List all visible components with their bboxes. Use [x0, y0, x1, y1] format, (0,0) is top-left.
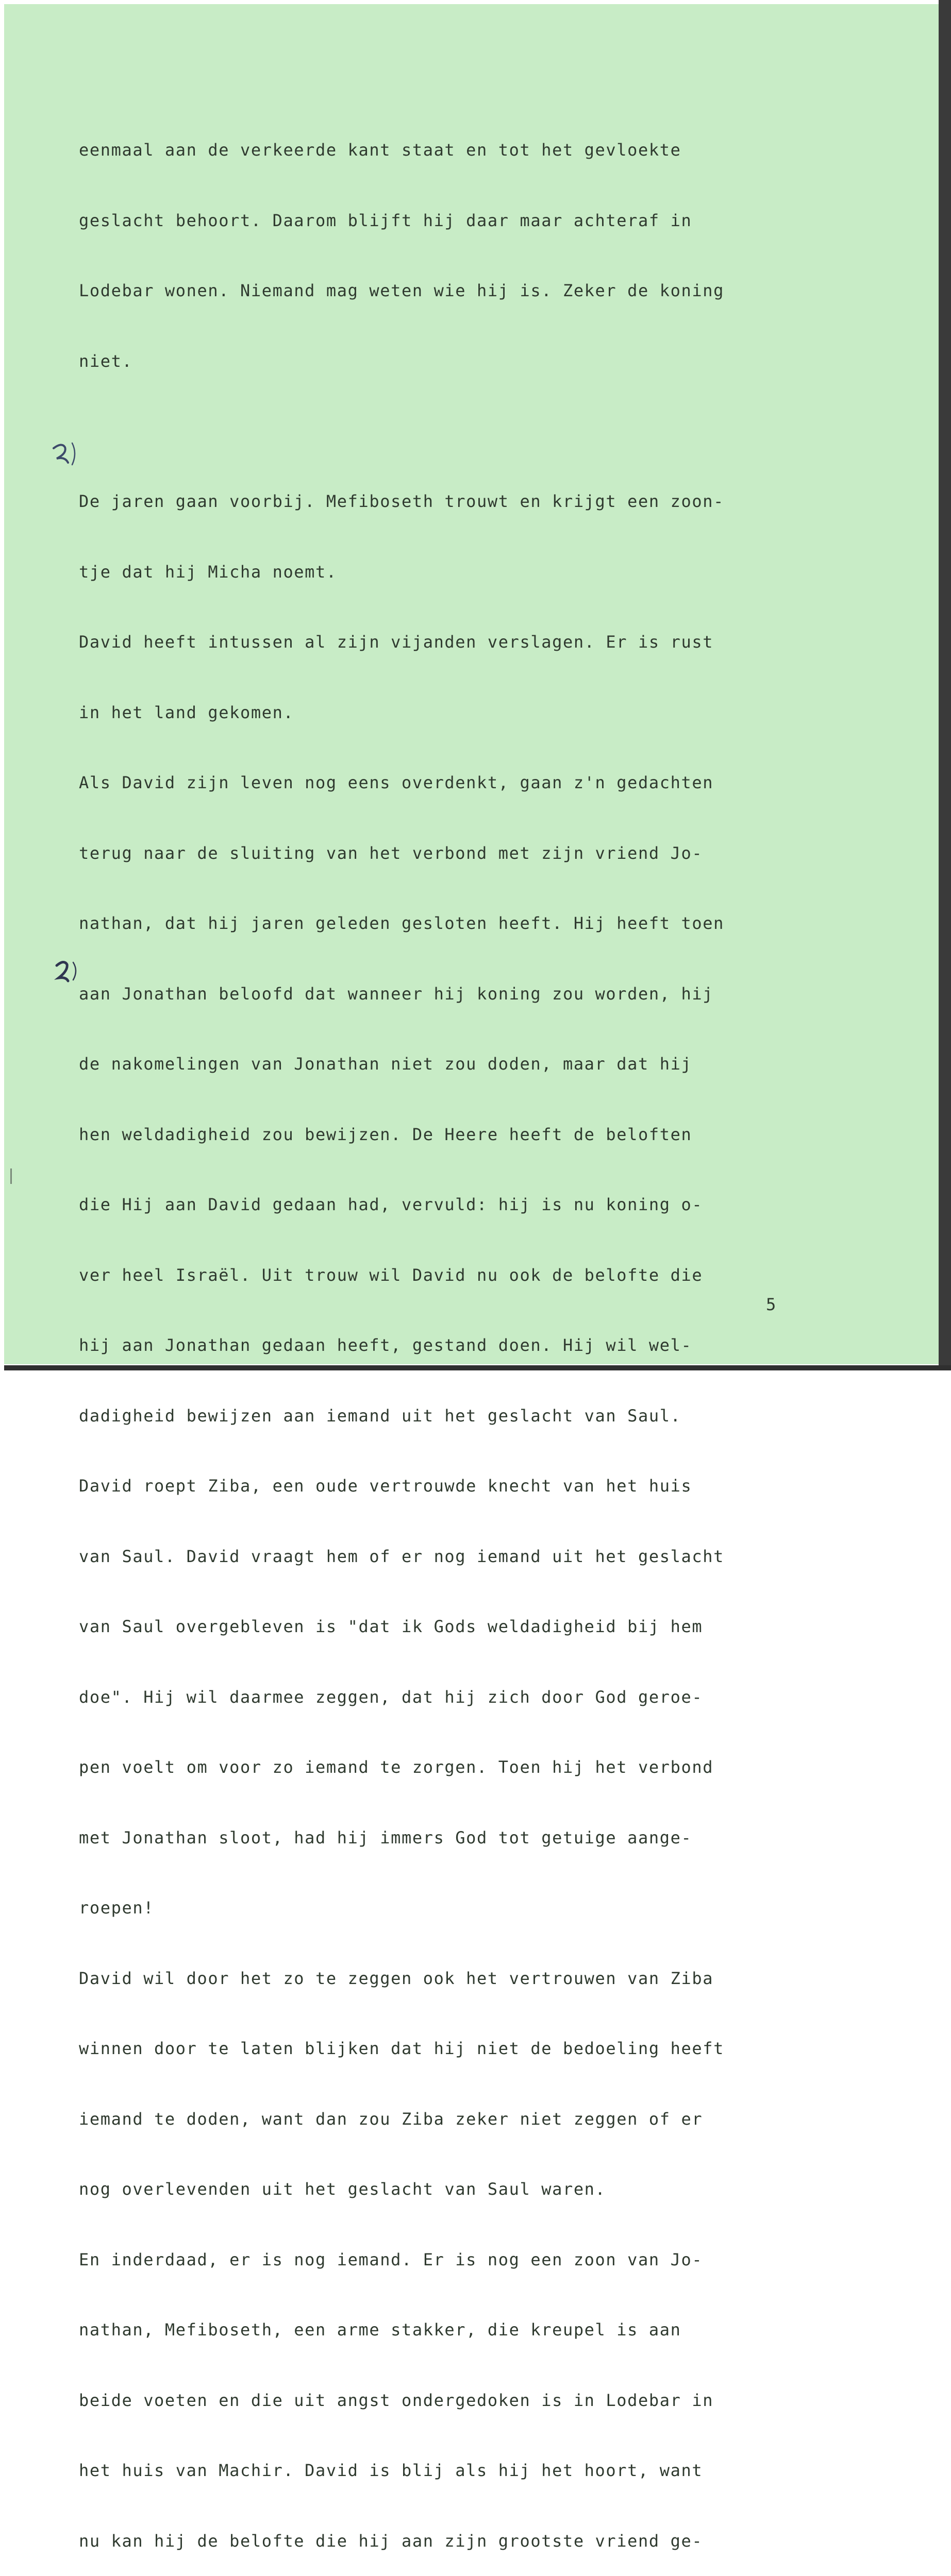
text-line: het huis van Machir. David is blij als hij het hoort, want	[79, 2461, 703, 2480]
text-line: van Saul. David vraagt hem of er nog iemand uit het geslacht	[79, 1546, 724, 1566]
text-line: En inderdaad, er is nog iemand. Er is nog een zoon van Jo-	[79, 2249, 703, 2269]
text-line: tje dat hij Micha noemt.	[79, 562, 337, 582]
text-line: pen voelt om voor zo iemand te zorgen. Toen hij het verbond	[79, 1757, 714, 1777]
page-sheet	[4, 4, 942, 2551]
paragraph-1	[79, 92, 811, 420]
text-line: David roept Ziba, een oude vertrouwde knecht van het huis	[79, 1476, 692, 1496]
text-line: David heeft intussen al zijn vijanden verslagen. Er is rust	[79, 632, 714, 652]
text-line: hij aan Jonathan gedaan heeft, gestand doen. Hij wil wel-	[79, 1335, 692, 1355]
text-line: beide voeten en die uit angst ondergedoken is in Lodebar in	[79, 2390, 714, 2410]
text-line: van Saul overgebleven is "dat ik Gods weldadigheid bij hem	[79, 1617, 703, 1636]
text-line: Als David zijn leven nog eens overdenkt, gaan z'n gedachten	[79, 773, 714, 792]
text-line: roepen!	[79, 1898, 155, 1918]
text-line: Lodebar wonen. Niemand mag weten wie hij is. Zeker de koning	[79, 281, 724, 300]
text-line: winnen door te laten blijken dat hij niet de bedoeling heeft	[79, 2039, 724, 2058]
text-line: nu kan hij de belofte die hij aan zijn grootste vriend ge-	[79, 2531, 703, 2551]
margin-tick	[10, 1168, 12, 1184]
text-line: ver heel Israël. Uit trouw wil David nu ook de belofte die	[79, 1265, 703, 1285]
text-line: David wil door het zo te zeggen ook het vertrouwen van Ziba	[79, 1968, 714, 1988]
text-line: eenmaal aan de verkeerde kant staat en tot het gevloekte	[79, 140, 681, 160]
handwritten-mark-icon	[49, 438, 78, 469]
text-line: terug naar de sluiting van het verbond met zijn vriend Jo-	[79, 843, 703, 863]
text-line: De jaren gaan voorbij. Mefiboseth trouwt en krijgt een zoon-	[79, 492, 724, 511]
text-line: nathan, dat hij jaren geleden gesloten heeft. Hij heeft toen	[79, 913, 724, 933]
paragraph-2	[79, 443, 811, 2576]
text-line: doe". Hij wil daarmee zeggen, dat hij zich door God geroe-	[79, 1687, 703, 1707]
text-line: de nakomelingen van Jonathan niet zou doden, maar dat hij	[79, 1054, 692, 1074]
text-line: nathan, Mefiboseth, een arme stakker, die kreupel is aan	[79, 2320, 681, 2340]
text-line: iemand te doden, want dan zou Ziba zeker niet zeggen of er	[79, 2109, 703, 2129]
text-line: geslacht behoort. Daarom blijft hij daar maar achteraf in	[79, 210, 692, 230]
handwritten-mark-icon	[53, 956, 81, 987]
body-text	[79, 92, 811, 2576]
text-line: niet.	[79, 351, 133, 371]
text-line: aan Jonathan beloofd dat wanneer hij koning zou worden, hij	[79, 984, 714, 1004]
page-bottom-edge	[4, 1365, 951, 1370]
text-line: in het land gekomen.	[79, 702, 294, 722]
text-line: dadigheid bewijzen aan iemand uit het geslacht van Saul.	[79, 1405, 681, 1426]
text-line: die Hij aan David gedaan had, vervuld: hij is nu koning o-	[79, 1195, 703, 1214]
page-number: 5	[766, 1295, 776, 1314]
text-line: hen weldadigheid zou bewijzen. De Heere heeft de beloften	[79, 1124, 692, 1144]
paragraph-gap	[79, 420, 811, 443]
text-line: nog overlevenden uit het geslacht van Saul waren.	[79, 2179, 606, 2199]
text-line: met Jonathan sloot, had hij immers God tot getuige aange-	[79, 1827, 692, 1848]
binding-spine	[939, 0, 951, 1370]
